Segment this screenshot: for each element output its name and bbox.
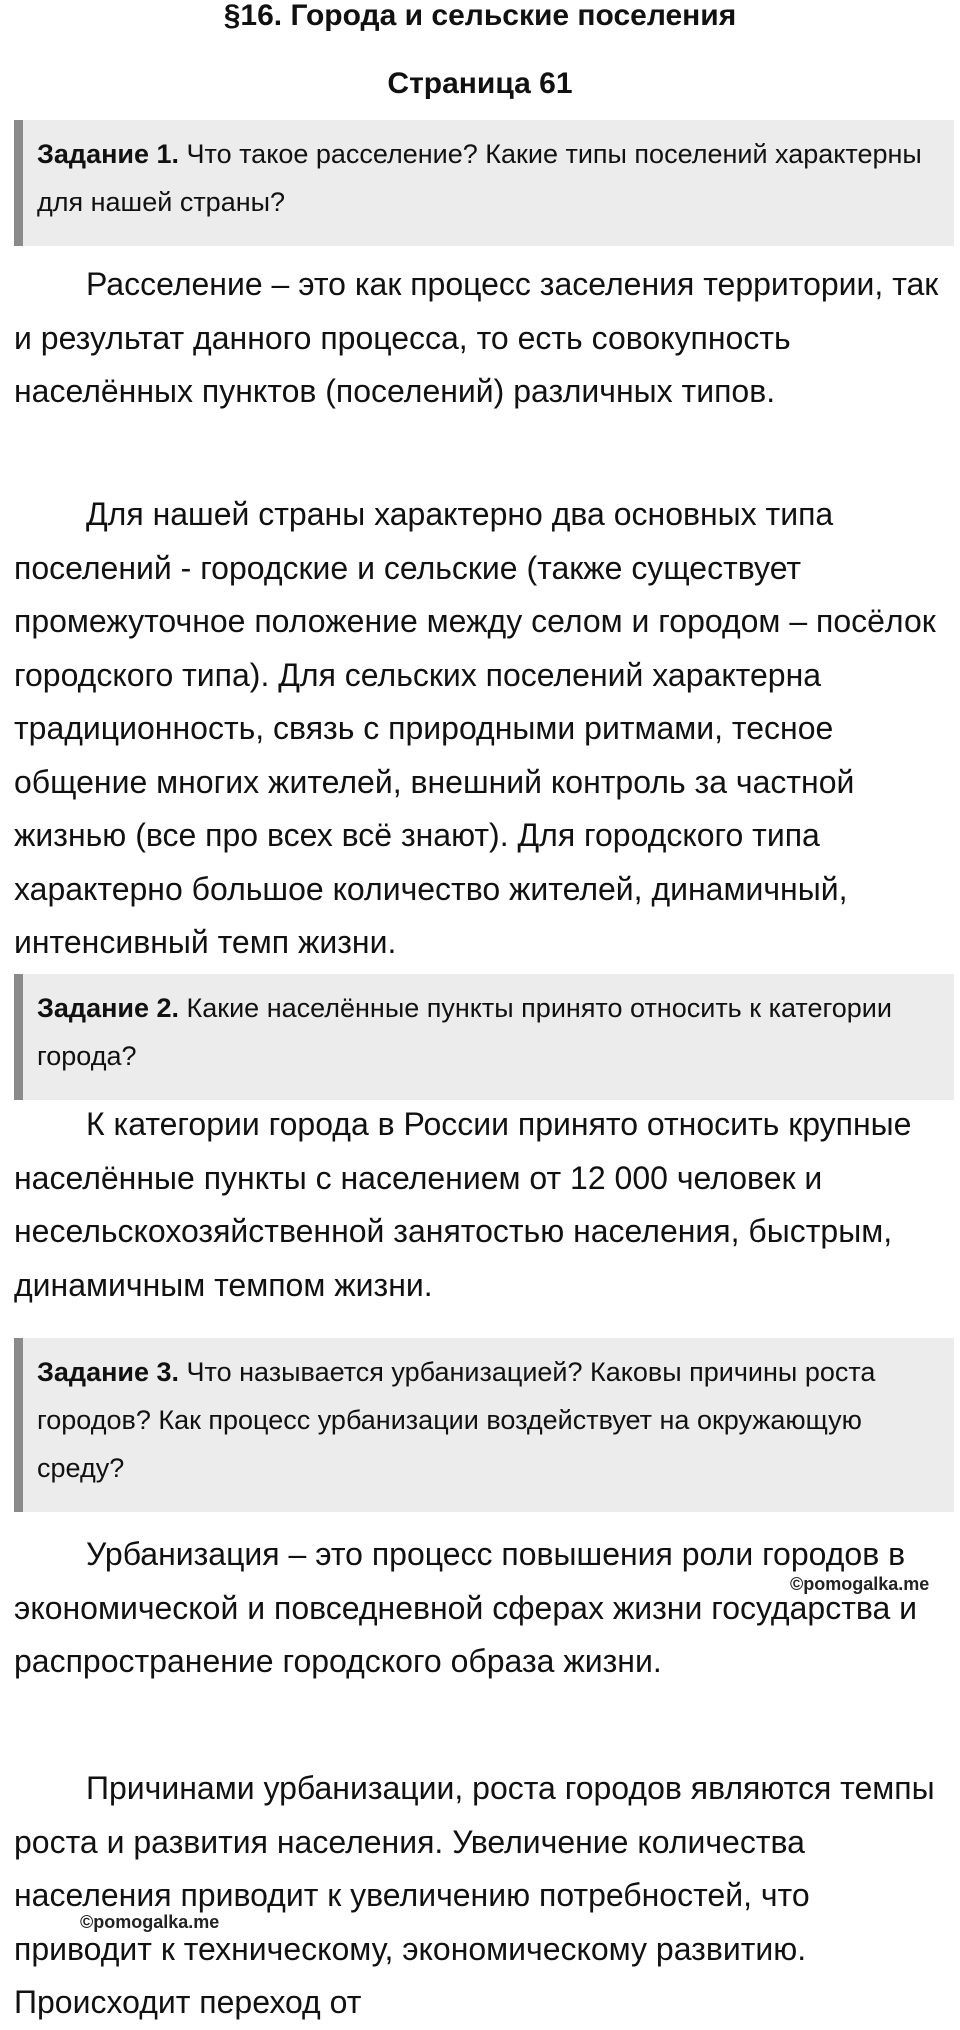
task-3-question: Что называется урбанизацией? Каковы причины роста городов? Как процесс урбанизации воздействует на окружающую среду? [37,1357,876,1483]
answer-3-paragraph-2-text: Причинами урбанизации, роста городов являются темпы роста и развития населения. Увеличение количества населения приводит к увеличению потребностей, что приводит к техническому, экономическому развитию. Происходит переход от [14,1770,935,2020]
answer-1-paragraph-1-text: Расселение – это как процесс заселения территории, так и результат данного процесса, то есть совокупность населённых пунктов (поселений) различных типов. [14,266,939,409]
task-2-box [14,974,954,1100]
section-title: §16. Города и сельские поселения [223,0,737,32]
task-3-box [14,1338,954,1512]
answer-3-paragraph-2 [14,1762,944,2030]
task-2-question: Какие населённые пункты принято относить к категории города? [37,993,892,1071]
watermark-top-right: ©pomogalka.me [790,1574,930,1594]
answer-3-paragraph-1 [14,1528,944,1689]
answer-1-paragraph-2 [14,488,944,970]
answer-2-paragraph-1-text: К категории города в России принято относить крупные населённые пункты с населением от 12 000 человек и несельскохозяйственной занятостью населения, быстрым, динамичным темпом жизни. [14,1106,912,1303]
page-number-title: Страница 61 [387,67,573,100]
watermark-bottom-left: ©pomogalka.me [80,1912,220,1932]
task-3-label: Задание 3. [37,1357,180,1387]
task-1-box [14,120,954,246]
task-2-label: Задание 2. [37,993,180,1023]
answer-2-paragraph-1 [14,1098,944,1312]
answer-1-paragraph-1 [14,258,944,419]
answer-3-paragraph-1-text: Урбанизация – это процесс повышения роли городов в экономической и повседневной сферах жизни государства и распространение городского образа жизни. [14,1536,918,1679]
task-1-label: Задание 1. [37,139,180,169]
task-1-question: Что такое расселение? Какие типы поселений характерны для нашей страны? [37,139,922,217]
answer-1-paragraph-2-text: Для нашей страны характерно два основных типа поселений - городские и сельские (также существует промежуточное положение между селом и городом – посёлок городского типа). Для сельских поселений характерна традиционность, связь с природными ритмами, тесное общение многих жителей, внешний контроль за частной жизнью (все про всех всё знают). Для городского типа характерно большое количество жителей, динамичный, интенсивный темп жизни. [14,496,936,960]
